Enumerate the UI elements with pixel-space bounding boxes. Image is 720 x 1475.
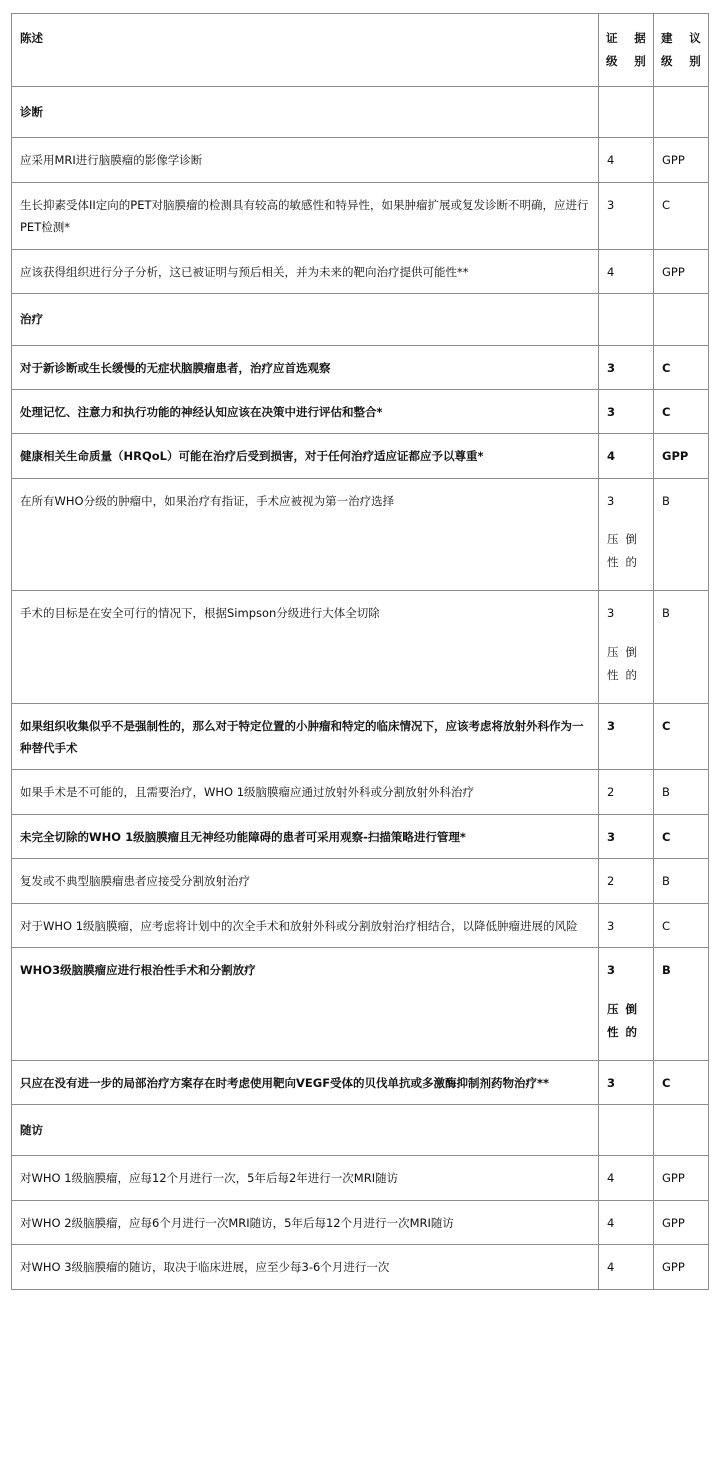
evidence-level-value: 3 xyxy=(607,493,615,508)
recommendation-level-cell: C xyxy=(654,389,709,433)
section-title: 随访 xyxy=(12,1105,599,1156)
evidence-level-value: 4 xyxy=(607,264,615,279)
evidence-level-cell xyxy=(599,249,654,293)
table-header xyxy=(12,14,709,87)
section-title: 治疗 xyxy=(12,294,599,345)
table-row xyxy=(12,814,709,858)
statement-cell: 手术的目标是在安全可行的情况下，根据Simpson分级进行大体全切除 xyxy=(12,591,599,703)
evidence-level-cell xyxy=(599,389,654,433)
statement-cell: WHO3级脑膜瘤应进行根治性手术和分割放疗 xyxy=(12,948,599,1060)
statement-cell: 在所有WHO分级的肿瘤中，如果治疗有指证，手术应被视为第一治疗选择 xyxy=(12,478,599,590)
evidence-level-cell xyxy=(599,345,654,389)
table-section-row xyxy=(12,87,709,138)
table-row xyxy=(12,434,709,478)
column-header-evidence-level xyxy=(599,14,654,87)
table-body xyxy=(12,87,709,1290)
evidence-level-cell xyxy=(599,182,654,249)
recommendation-level-cell: GPP xyxy=(654,249,709,293)
statement-cell: 生长抑素受体II定向的PET对脑膜瘤的检测具有较高的敏感性和特异性，如果肿瘤扩展或复发诊断不明确，应进行PET检测* xyxy=(12,182,599,249)
evidence-level-cell xyxy=(599,1060,654,1104)
evidence-level-value: 2 xyxy=(607,874,615,889)
table-row xyxy=(12,1200,709,1244)
recommendation-level-cell: C xyxy=(654,1060,709,1104)
recommendation-level-cell: GPP xyxy=(654,138,709,182)
recommendation-level-cell: C xyxy=(654,345,709,389)
column-header-evidence-line2: 级 别 xyxy=(606,54,646,68)
evidence-level-cell xyxy=(599,138,654,182)
evidence-level-cell xyxy=(599,478,654,590)
table-row xyxy=(12,591,709,703)
recommendation-level-cell xyxy=(654,294,709,345)
evidence-level-note: 压倒性的 xyxy=(607,644,637,682)
evidence-level-cell xyxy=(599,1200,654,1244)
evidence-level-value: 4 xyxy=(607,153,615,168)
column-header-evidence-line1: 证 据 xyxy=(606,31,646,45)
evidence-level-value: 2 xyxy=(607,785,615,800)
evidence-level-cell xyxy=(599,1105,654,1156)
table-row xyxy=(12,948,709,1060)
evidence-level-cell xyxy=(599,591,654,703)
evidence-level-value: 4 xyxy=(607,1215,615,1230)
evidence-level-value: 3 xyxy=(607,404,616,419)
evidence-level-value: 3 xyxy=(607,718,616,733)
column-header-statement: 陈述 xyxy=(12,14,599,87)
evidence-level-value: 3 xyxy=(607,829,616,844)
recommendation-level-cell: B xyxy=(654,859,709,903)
evidence-level-value: 4 xyxy=(607,449,616,464)
table-row xyxy=(12,249,709,293)
statement-cell: 对于新诊断或生长缓慢的无症状脑膜瘤患者，治疗应首选观察 xyxy=(12,345,599,389)
column-header-recommendation-line2: 级 别 xyxy=(661,54,701,68)
table-row xyxy=(12,389,709,433)
statement-cell: 未完全切除的WHO 1级脑膜瘤且无神经功能障碍的患者可采用观察-扫描策略进行管理* xyxy=(12,814,599,858)
column-header-recommendation-line1: 建 议 xyxy=(661,31,701,45)
statement-cell: 应该获得组织进行分子分析，这已被证明与预后相关，并为未来的靶向治疗提供可能性** xyxy=(12,249,599,293)
recommendation-level-cell: GPP xyxy=(654,1245,709,1289)
statement-cell: 复发或不典型脑膜瘤患者应接受分割放射治疗 xyxy=(12,859,599,903)
evidence-level-note: 压倒性的 xyxy=(607,1001,637,1039)
evidence-level-value: 3 xyxy=(607,360,616,375)
table-row xyxy=(12,1060,709,1104)
evidence-level-cell xyxy=(599,770,654,814)
evidence-level-cell xyxy=(599,434,654,478)
evidence-level-value: 3 xyxy=(607,918,615,933)
table-row xyxy=(12,1245,709,1289)
evidence-level-cell xyxy=(599,903,654,947)
column-header-recommendation-level xyxy=(654,14,709,87)
statement-cell: 如果手术是不可能的，且需要治疗，WHO 1级脑膜瘤应通过放射外科或分割放射外科治疗 xyxy=(12,770,599,814)
table-row xyxy=(12,478,709,590)
recommendation-level-cell: C xyxy=(654,814,709,858)
statement-cell: 只应在没有进一步的局部治疗方案存在时考虑使用靶向VEGF受体的贝伐单抗或多激酶抑制剂药物治疗** xyxy=(12,1060,599,1104)
statement-cell: 处理记忆、注意力和执行功能的神经认知应该在决策中进行评估和整合* xyxy=(12,389,599,433)
evidence-level-cell xyxy=(599,1245,654,1289)
recommendation-level-cell: B xyxy=(654,478,709,590)
table-row xyxy=(12,903,709,947)
recommendation-level-cell xyxy=(654,1105,709,1156)
section-title: 诊断 xyxy=(12,87,599,138)
evidence-level-cell xyxy=(599,703,654,770)
table-row xyxy=(12,703,709,770)
recommendation-level-cell: C xyxy=(654,903,709,947)
evidence-level-note: 压倒性的 xyxy=(607,532,637,570)
table-section-row xyxy=(12,294,709,345)
statement-cell: 对WHO 2级脑膜瘤，应每6个月进行一次MRI随访，5年后每12个月进行一次MRI随访 xyxy=(12,1200,599,1244)
statement-cell: 应采用MRI进行脑膜瘤的影像学诊断 xyxy=(12,138,599,182)
table-row xyxy=(12,138,709,182)
evidence-level-value: 4 xyxy=(607,1260,615,1275)
recommendation-level-cell xyxy=(654,87,709,138)
evidence-level-cell xyxy=(599,1156,654,1200)
statement-cell: 健康相关生命质量（HRQoL）可能在治疗后受到损害，对于任何治疗适应证都应予以尊重* xyxy=(12,434,599,478)
table-row xyxy=(12,345,709,389)
evidence-level-value: 3 xyxy=(607,1075,616,1090)
recommendation-level-cell: B xyxy=(654,591,709,703)
recommendation-level-cell: GPP xyxy=(654,1156,709,1200)
table-row xyxy=(12,182,709,249)
table-section-row xyxy=(12,1105,709,1156)
recommendation-level-cell: B xyxy=(654,770,709,814)
evidence-level-cell xyxy=(599,859,654,903)
evidence-level-cell xyxy=(599,87,654,138)
evidence-level-value: 3 xyxy=(607,963,616,978)
table-row xyxy=(12,859,709,903)
evidence-level-cell xyxy=(599,814,654,858)
recommendation-level-cell: GPP xyxy=(654,434,709,478)
statement-cell: 如果组织收集似乎不是强制性的，那么对于特定位置的小肿瘤和特定的临床情况下，应该考虑将放射外科作为一种替代手术 xyxy=(12,703,599,770)
table-header-row xyxy=(12,14,709,87)
table-row xyxy=(12,1156,709,1200)
evidence-level-value: 3 xyxy=(607,197,615,212)
recommendation-level-cell: B xyxy=(654,948,709,1060)
evidence-level-cell xyxy=(599,948,654,1060)
evidence-level-cell xyxy=(599,294,654,345)
guideline-recommendations-table xyxy=(11,13,709,1290)
statement-cell: 对WHO 1级脑膜瘤，应每12个月进行一次，5年后每2年进行一次MRI随访 xyxy=(12,1156,599,1200)
recommendation-level-cell: GPP xyxy=(654,1200,709,1244)
evidence-level-value: 3 xyxy=(607,606,615,621)
table-row xyxy=(12,770,709,814)
recommendation-level-cell: C xyxy=(654,182,709,249)
evidence-level-value: 4 xyxy=(607,1171,615,1186)
recommendation-level-cell: C xyxy=(654,703,709,770)
statement-cell: 对于WHO 1级脑膜瘤，应考虑将计划中的次全手术和放射外科或分割放射治疗相结合，以降低肿瘤进展的风险 xyxy=(12,903,599,947)
statement-cell: 对WHO 3级脑膜瘤的随访，取决于临床进展，应至少每3-6个月进行一次 xyxy=(12,1245,599,1289)
